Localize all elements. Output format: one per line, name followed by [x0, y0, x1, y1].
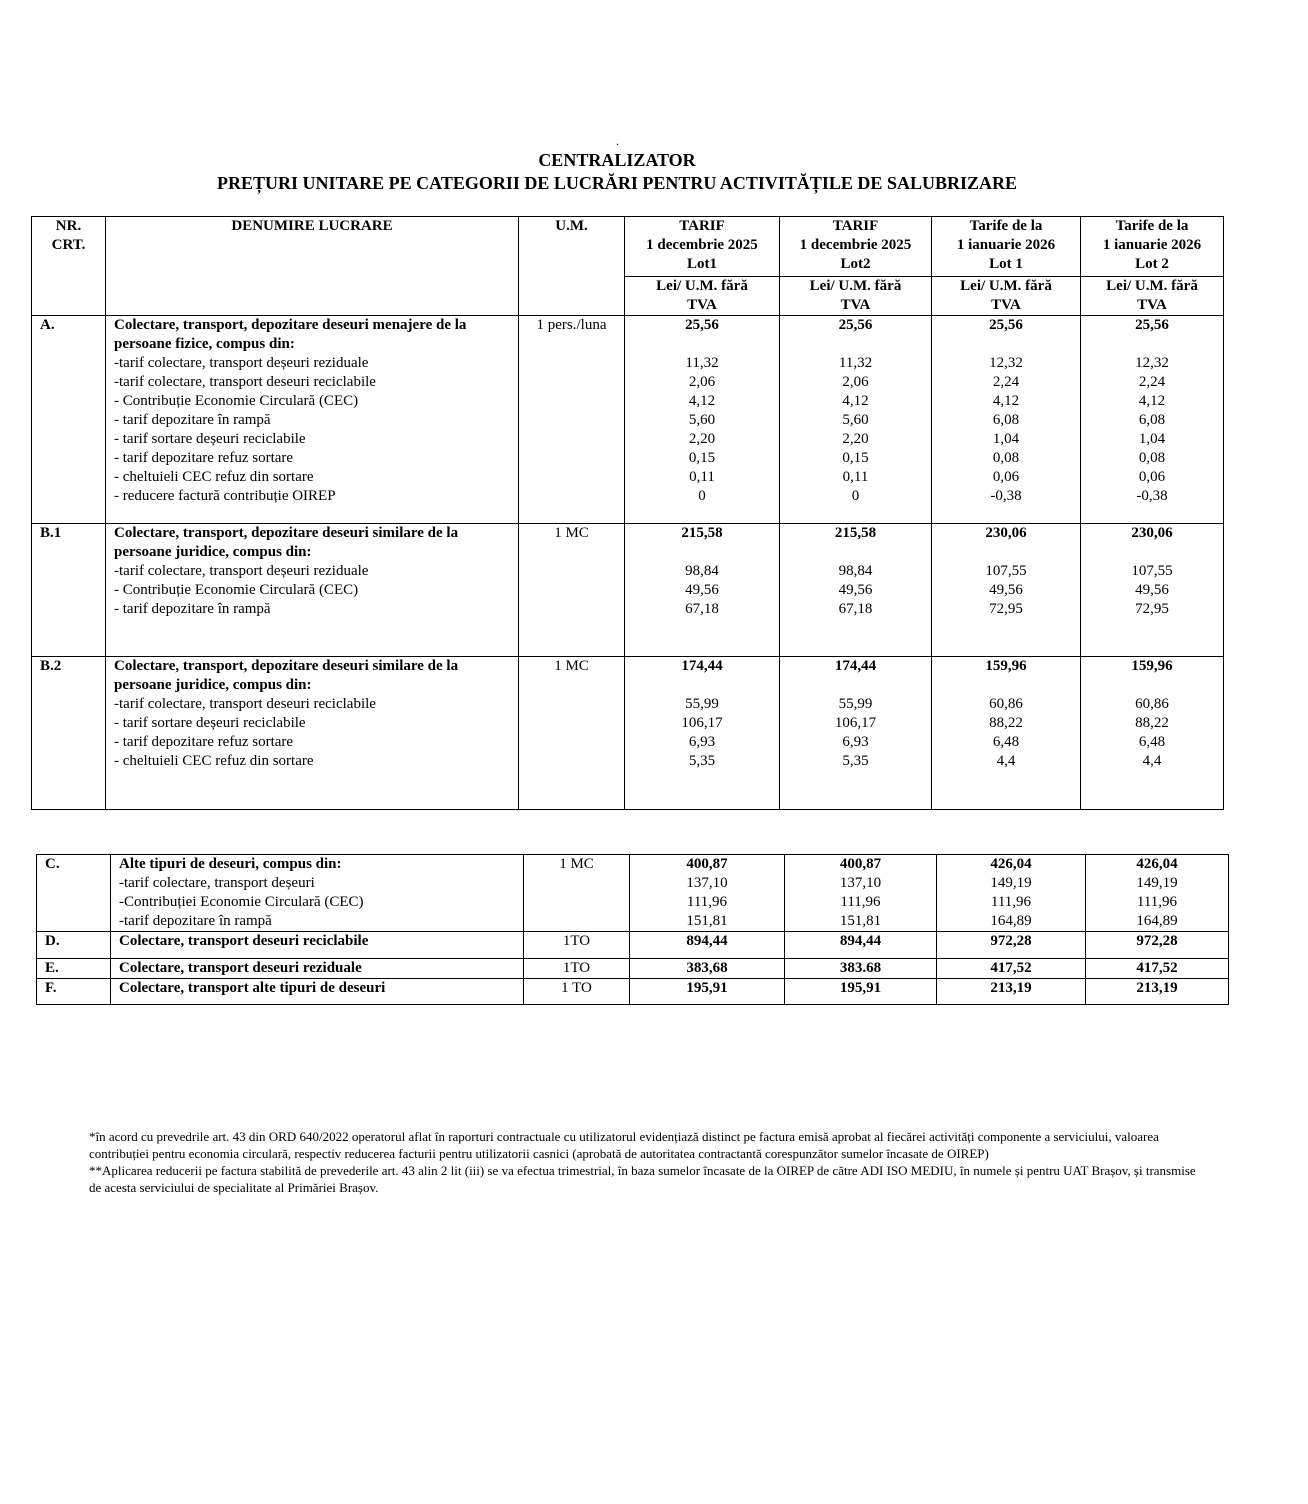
- footnote-2: **Aplicarea reducerii pe factura stabilită de prevederile art. 43 alin 2 lit (iii) se va efectua trimestrial, în baza sumelor încasate de la OIREP de către ADI ISO MEDIU, în numele și pentru UAT Brașov, și transmise de acesta serviciului de specialitate al Primăriei Brașov.: [89, 1163, 1196, 1195]
- table-header-row: [32, 217, 1224, 277]
- section-nr: F.: [37, 979, 111, 1005]
- value-col-3: 213,19: [937, 979, 1086, 1005]
- section-um: 1TO: [524, 959, 630, 979]
- value-col-4: 213,19: [1086, 979, 1229, 1005]
- section-um: 1TO: [524, 932, 630, 959]
- value-col-4: 230,06 107,55 49,56 72,95: [1081, 524, 1224, 657]
- value-col-3: 417,52: [937, 959, 1086, 979]
- section-description: Colectare, transport deseuri reciclabile: [111, 932, 524, 959]
- section-um: 1 TO: [524, 979, 630, 1005]
- section-um: 1 MC: [524, 855, 630, 932]
- section-description: Colectare, transport deseuri reziduale: [111, 959, 524, 979]
- value-col-4: 417,52: [1086, 959, 1229, 979]
- footnote-1: *în acord cu prevedrile art. 43 din ORD 640/2022 operatorul aflat în raporturi contractuale cu utilizatorul evidențiază distinct pe factura emisă aprobat al fiecărei activități componente a serviciului, valoarea contribuției pentru economia circulară, respectiv reducerea facturii pentru utilizatorii casnici (aprobată de autoritatea contractantă corespunzător sumelor încasate de OIREP): [89, 1129, 1159, 1161]
- header-col-2: TARIF 1 decembrie 2025 Lot2: [780, 217, 932, 277]
- value-col-3: 159,96 60,86 88,22 6,48 4,4: [932, 657, 1081, 810]
- header-unit-1: Lei/ U.M. fără TVA: [625, 277, 780, 316]
- section-um: 1 MC: [519, 657, 625, 810]
- document-subtitle: PREȚURI UNITARE PE CATEGORII DE LUCRĂRI PENTRU ACTIVITĂȚILE DE SALUBRIZARE: [217, 173, 1017, 193]
- value-col-2: 174,44 55,99 106,17 6,93 5,35: [780, 657, 932, 810]
- section-row-b1: [32, 524, 1224, 657]
- section-nr: B.1: [32, 524, 106, 657]
- section-description: Colectare, transport, depozitare deseuri menajere de la persoane fizice, compus din: -tarif colectare, transport deșeuri reziduale -tarif colectare, transport deseuri reciclabile - Contribuție Economie Circulară (CEC) - tarif depozitare în rampă - tarif sortare deșeuri reciclabile - tarif depozitare refuz sortare - cheltuieli CEC refuz din sortare - reducere factură contribuție OIREP: [106, 316, 519, 524]
- section-row-a: [32, 316, 1224, 524]
- value-col-2: 894,44: [785, 932, 937, 959]
- header-col-3: Tarife de la 1 ianuarie 2026 Lot 1: [932, 217, 1081, 277]
- value-col-1: 174,44 55,99 106,17 6,93 5,35: [625, 657, 780, 810]
- value-col-3: 230,06 107,55 49,56 72,95: [932, 524, 1081, 657]
- value-col-1: 894,44: [630, 932, 785, 959]
- section-um: 1 MC: [519, 524, 625, 657]
- header-unit-3: Lei/ U.M. fără TVA: [932, 277, 1081, 316]
- section-nr: C.: [37, 855, 111, 932]
- header-nr: NR. CRT.: [32, 217, 106, 316]
- footnotes: [89, 1128, 1209, 1196]
- value-col-1: 215,58 98,84 49,56 67,18: [625, 524, 780, 657]
- tariff-table-main: [31, 216, 1224, 810]
- value-col-2: 25,56 11,32 2,06 4,12 5,60 2,20 0,15 0,11 0: [780, 316, 932, 524]
- section-um: 1 pers./luna: [519, 316, 625, 524]
- value-col-1: 195,91: [630, 979, 785, 1005]
- value-col-4: 426,04 149,19 111,96 164,89: [1086, 855, 1229, 932]
- header-col-4: Tarife de la 1 ianuarie 2026 Lot 2: [1081, 217, 1224, 277]
- header-col-1: TARIF 1 decembrie 2025 Lot1: [625, 217, 780, 277]
- section-row-e: [37, 959, 1229, 979]
- section-row-b2: [32, 657, 1224, 810]
- value-col-1: 400,87 137,10 111,96 151,81: [630, 855, 785, 932]
- value-col-2: 383.68: [785, 959, 937, 979]
- header-denumire: DENUMIRE LUCRARE: [106, 217, 519, 316]
- header-um: U.M.: [519, 217, 625, 316]
- section-description: Alte tipuri de deseuri, compus din: -tarif colectare, transport deșeuri -Contribuției Economie Circulară (CEC) -tarif depozitare în rampă: [111, 855, 524, 932]
- page-dot: .: [616, 134, 619, 148]
- section-nr: B.2: [32, 657, 106, 810]
- value-col-4: 25,56 12,32 2,24 4,12 6,08 1,04 0,08 0,06 -0,38: [1081, 316, 1224, 524]
- section-description: Colectare, transport alte tipuri de deseuri: [111, 979, 524, 1005]
- value-col-3: 25,56 12,32 2,24 4,12 6,08 1,04 0,08 0,06 -0,38: [932, 316, 1081, 524]
- value-col-1: 383,68: [630, 959, 785, 979]
- section-row-f: [37, 979, 1229, 1005]
- value-col-4: 972,28: [1086, 932, 1229, 959]
- section-nr: D.: [37, 932, 111, 959]
- section-nr: E.: [37, 959, 111, 979]
- value-col-3: 426,04 149,19 111,96 164,89: [937, 855, 1086, 932]
- header-unit-2: Lei/ U.M. fără TVA: [780, 277, 932, 316]
- value-col-2: 195,91: [785, 979, 937, 1005]
- document-title: CENTRALIZATOR: [538, 150, 696, 170]
- value-col-2: 215,58 98,84 49,56 67,18: [780, 524, 932, 657]
- section-description: Colectare, transport, depozitare deseuri similare de la persoane juridice, compus din: -tarif colectare, transport deșeuri reziduale - Contribuție Economie Circulară (CEC) - tarif depozitare în rampă: [106, 524, 519, 657]
- value-col-3: 972,28: [937, 932, 1086, 959]
- section-row-d: [37, 932, 1229, 959]
- section-row-c: [37, 855, 1229, 932]
- section-description: Colectare, transport, depozitare deseuri similare de la persoane juridice, compus din: -tarif colectare, transport deseuri reciclabile - tarif sortare deșeuri reciclabile - tarif depozitare refuz sortare - cheltuieli CEC refuz din sortare: [106, 657, 519, 810]
- tariff-table-secondary: [36, 854, 1229, 1005]
- value-col-2: 400,87 137,10 111,96 151,81: [785, 855, 937, 932]
- section-nr: A.: [32, 316, 106, 524]
- value-col-1: 25,56 11,32 2,06 4,12 5,60 2,20 0,15 0,11 0: [625, 316, 780, 524]
- header-unit-4: Lei/ U.M. fără TVA: [1081, 277, 1224, 316]
- value-col-4: 159,96 60,86 88,22 6,48 4,4: [1081, 657, 1224, 810]
